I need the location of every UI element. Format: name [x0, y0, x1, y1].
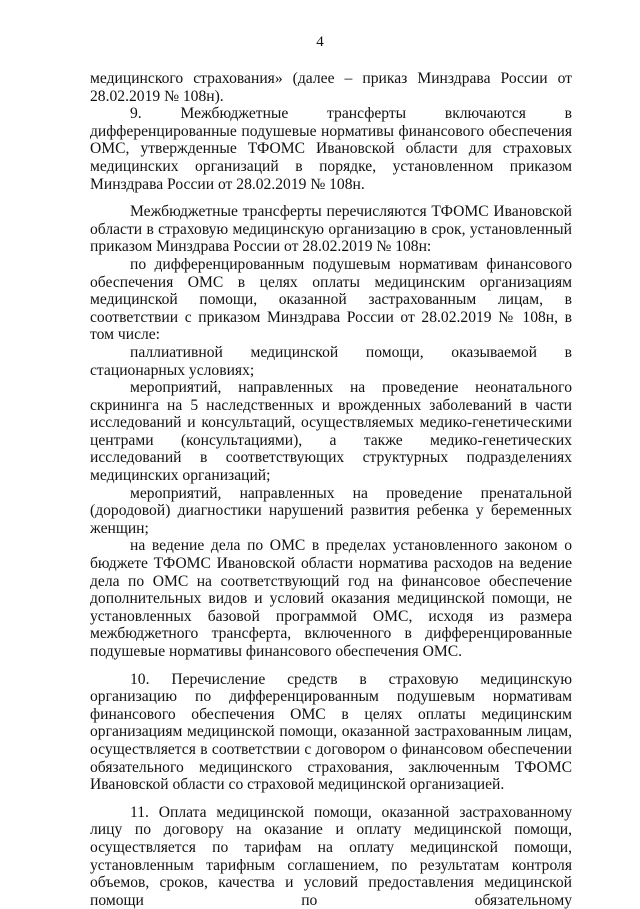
paragraph-palliative-care: паллиативной медицинской помощи, оказываемой в стационарных условиях;	[90, 343, 572, 379]
paragraph-item-10: 10. Перечисление средств в страховую медицинскую организацию по дифференцированным подушевым нормативам финансового обеспечения ОМС в целях оплаты медицинским организациям медицинской помощи, оказанной застрахованным лицам, осуществляется в соответствии с договором о финансовом обеспечении обязательного медицинского страхования, заключенным ТФОМС Ивановской области со страховой медицинской организацией.	[90, 670, 572, 794]
paragraph-neonatal-screening: мероприятий, направленных на проведение неонатального скрининга на 5 наследственных и врожденных заболеваний в части исследований и консультаций, осуществляемых медико-генетическими центрами (консультациями), а также медико-генетических исследований в соответствующих структурных подразделениях медицинских организаций;	[90, 379, 572, 485]
paragraph-prenatal-diagnostics: мероприятий, направленных на проведение пренатальной (дородовой) диагностики нарушений развития ребенка у беременных женщин;	[90, 484, 572, 537]
paragraph-item-9: 9. Межбюджетные трансферты включаются в дифференцированные подушевые нормативы финансового обеспечения ОМС, утвержденные ТФОМС Ивановской области для страховых медицинских организаций в порядке, установленном приказом Минздрава России от 28.02.2019 № 108н.	[90, 105, 572, 193]
document-body	[90, 70, 572, 909]
paragraph-case-management: на ведение дела по ОМС в пределах установленного законом о бюджете ТФОМС Ивановской области норматива расходов на ведение дела по ОМС на соответствующий год на финансовое обеспечение дополнительных видов и условий оказания медицинской помощи, не установленных базовой программой ОМС, исходя из размера межбюджетного трансферта, включенного в дифференцированные подушевые нормативы финансового обеспечения ОМС.	[90, 537, 572, 660]
paragraph-differentiated-norms: по дифференцированным подушевым нормативам финансового обеспечения ОМС в целях оплаты медицинским организациям медицинской помощи, оказанной застрахованным лицам, в соответствии с приказом Минздрава России от 28.02.2019 № 108н, в том числе:	[90, 255, 572, 344]
page-number: 4	[316, 34, 324, 50]
paragraph-transfers-transferred: Межбюджетные трансферты перечисляются ТФОМС Ивановской области в страховую медицинскую организацию в срок, установленный приказом Минздрава России от 28.02.2019 № 108н:	[90, 203, 572, 256]
paragraph-continuation: медицинского страхования» (далее – приказ Минздрава России от 28.02.2019 № 108н).	[90, 70, 572, 105]
paragraph-item-11: 11. Оплата медицинской помощи, оказанной застрахованному лицу по договору на оказание и оплату медицинской помощи, осуществляется по тарифам на оплату медицинской помощи, установленным тарифным соглашением, по результатам контроля объемов, сроков, качества и условий предоставления медицинской помощи по обязательному	[90, 803, 572, 909]
